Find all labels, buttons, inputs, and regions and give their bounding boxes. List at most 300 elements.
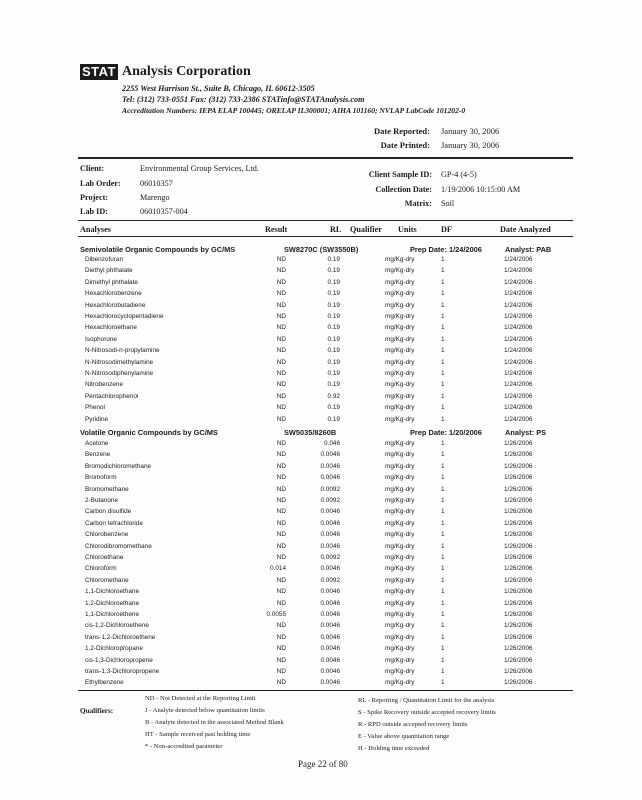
analyte-name: Pyridine	[85, 415, 109, 423]
rl-value: 0.19	[327, 358, 340, 366]
units-value: mg/Kg-dry	[385, 576, 415, 584]
result-value: ND	[276, 370, 286, 377]
table-row	[0, 657, 642, 668]
collection-date-label: Collection Date:	[375, 185, 432, 194]
table-row	[0, 313, 642, 324]
col-analyses: Analyses	[80, 225, 111, 234]
table-row	[0, 324, 642, 335]
rl-value: 0.19	[327, 256, 340, 263]
client-label: Client:	[80, 164, 105, 173]
qualifier-right-3: E - Value above quantitation range	[358, 733, 450, 740]
client-rule	[78, 220, 573, 221]
units-value: mg/Kg-dry	[385, 588, 415, 596]
date-analyzed-value: 1/24/2006	[504, 324, 533, 332]
col-date-analyzed: Date Analyzed	[500, 225, 551, 234]
result-value: ND	[276, 440, 286, 447]
matrix-label: Matrix:	[404, 199, 432, 208]
units-value: mg/Kg-dry	[385, 278, 415, 286]
rl-value: 0.0092	[320, 576, 340, 584]
result-value: 0.0055	[266, 611, 286, 618]
rl-value: 0.19	[327, 404, 340, 412]
qualifier-right-0: RL - Reporting / Quantitation Limit for the analysis	[358, 697, 495, 704]
col-units: Units	[398, 225, 417, 234]
result-value: ND	[276, 415, 286, 423]
company-logo: STAT	[81, 64, 116, 79]
table-row	[0, 577, 642, 588]
date-analyzed-value: 1/26/2006	[504, 576, 533, 584]
date-analyzed-value: 1/24/2006	[504, 392, 533, 400]
col-df: DF	[441, 225, 452, 234]
df-value: 1	[441, 392, 445, 400]
table-row	[0, 416, 642, 427]
analyte-name: N-Nitrosodimethylamine	[85, 358, 154, 366]
date-analyzed-value: 1/26/2006	[504, 519, 533, 527]
rl-value: 0.0046	[320, 679, 340, 687]
date-analyzed-value: 1/26/2006	[504, 554, 533, 561]
table-row	[0, 565, 642, 576]
units-value: mg/Kg-dry	[385, 508, 415, 516]
units-value: mg/Kg-dry	[385, 404, 415, 412]
table-row	[0, 600, 642, 611]
result-value: ND	[276, 301, 286, 309]
table-row	[0, 267, 642, 278]
table-row	[0, 336, 642, 347]
units-value: mg/Kg-dry	[385, 451, 415, 459]
date-analyzed-value: 1/24/2006	[504, 267, 533, 275]
table-row	[0, 474, 642, 485]
date-analyzed-value: 1/24/2006	[504, 290, 533, 298]
analyte-name: Bromoform	[85, 474, 117, 482]
date-analyzed-value: 1/24/2006	[504, 404, 533, 412]
date-analyzed-value: 1/24/2006	[504, 415, 533, 423]
analyte-name: Phenol	[85, 404, 105, 412]
table-row	[0, 679, 642, 690]
qualifier-left-3: HT - Sample received past holding time	[145, 731, 251, 738]
date-analyzed-value: 1/26/2006	[504, 508, 533, 516]
date-analyzed-value: 1/26/2006	[504, 633, 533, 641]
analyte-name: Diethyl phthalate	[85, 267, 133, 275]
rl-value: 0.0046	[320, 599, 340, 607]
date-analyzed-value: 1/24/2006	[504, 347, 533, 355]
qualifier-left-4: * - Non-accredited parameter	[145, 743, 223, 750]
result-value: ND	[276, 404, 286, 412]
table-row	[0, 543, 642, 554]
client-sample-id-value: GP-4 (4-5)	[441, 170, 477, 179]
df-value: 1	[441, 451, 445, 459]
qualifier-right-2: R - RPD outside accepted recovery limits	[358, 721, 468, 728]
rl-value: 0.0046	[320, 474, 340, 482]
result-value: ND	[276, 347, 286, 355]
df-value: 1	[441, 531, 445, 539]
rl-value: 0.0046	[320, 565, 340, 573]
result-value: ND	[276, 256, 286, 263]
analyte-name: Chloromethane	[85, 576, 129, 584]
df-value: 1	[441, 462, 445, 470]
df-value: 1	[441, 415, 445, 423]
col-result: Result	[265, 225, 288, 234]
table-row	[0, 463, 642, 474]
rl-value: 0.0046	[320, 668, 340, 675]
df-value: 1	[441, 256, 445, 263]
table-row	[0, 404, 642, 415]
result-value: ND	[276, 519, 286, 527]
table-row	[0, 520, 642, 531]
df-value: 1	[441, 474, 445, 482]
df-value: 1	[441, 497, 445, 504]
rl-value: 0.19	[327, 370, 340, 377]
df-value: 1	[441, 267, 445, 275]
analyte-name: Hexachloroethane	[85, 324, 137, 332]
units-value: mg/Kg-dry	[385, 370, 415, 377]
table-row	[0, 554, 642, 565]
analyte-name: cis-1,3-Dichloropropene	[85, 656, 153, 664]
table-row	[0, 645, 642, 656]
company-contact: Tel: (312) 733-0551 Fax: (312) 733-2386 STATinfo@STATAnalysis.com	[122, 95, 365, 104]
table-row	[0, 508, 642, 519]
analyte-name: cis-1,2-Dichloroethene	[85, 622, 149, 630]
units-value: mg/Kg-dry	[385, 668, 415, 675]
date-analyzed-value: 1/24/2006	[504, 301, 533, 309]
date-analyzed-value: 1/26/2006	[504, 542, 533, 550]
result-value: ND	[276, 278, 286, 286]
date-analyzed-value: 1/24/2006	[504, 313, 533, 320]
section-title-volatile: Volatile Organic Compounds by GC/MS	[80, 428, 218, 437]
lab-id-value: 06010357-004	[140, 207, 188, 216]
df-value: 1	[441, 381, 445, 389]
units-value: mg/Kg-dry	[385, 611, 415, 618]
result-value: ND	[276, 656, 286, 664]
df-value: 1	[441, 576, 445, 584]
lab-order-label: Lab Order:	[80, 179, 121, 188]
client-value: Environmental Group Services, Ltd.	[140, 164, 259, 173]
analyte-name: trans-1,2-Dichloroethene	[85, 633, 156, 641]
accreditation-numbers: Accreditation Numbers: IEPA ELAP 100445; ORELAP IL300001; AIHA 101160; NVLAP LabCode 101202-0	[122, 106, 466, 115]
rl-value: 0.046	[324, 440, 340, 447]
date-analyzed-value: 1/26/2006	[504, 451, 533, 459]
result-value: ND	[276, 554, 286, 561]
table-row	[0, 451, 642, 462]
table-row	[0, 290, 642, 301]
date-analyzed-value: 1/26/2006	[504, 611, 533, 618]
units-value: mg/Kg-dry	[385, 485, 415, 493]
date-analyzed-value: 1/26/2006	[504, 668, 533, 675]
rl-value: 0.92	[327, 392, 340, 400]
result-value: ND	[276, 497, 286, 504]
result-value: 0.014	[270, 565, 286, 573]
units-value: mg/Kg-dry	[385, 519, 415, 527]
table-row	[0, 634, 642, 645]
rl-value: 0.19	[327, 313, 340, 320]
analyte-name: N-Nitrosodi-n-propylamine	[85, 347, 160, 355]
analyte-name: Hexachlorocyclopentadiene	[85, 313, 164, 320]
result-value: ND	[276, 645, 286, 653]
analyte-name: Pentachlorophenol	[85, 392, 139, 400]
analyte-name: Isophorone	[85, 335, 117, 343]
date-analyzed-value: 1/26/2006	[504, 679, 533, 687]
date-analyzed-value: 1/24/2006	[504, 278, 533, 286]
result-value: ND	[276, 462, 286, 470]
footer-rule	[78, 690, 573, 691]
units-value: mg/Kg-dry	[385, 554, 415, 561]
analyte-name: Dibenzofuran	[85, 256, 124, 263]
rl-value: 0.19	[327, 267, 340, 275]
df-value: 1	[441, 347, 445, 355]
table-row	[0, 359, 642, 370]
analyte-name: Hexachlorobenzene	[85, 290, 142, 298]
units-value: mg/Kg-dry	[385, 347, 415, 355]
date-printed-value: January 30, 2006	[441, 140, 500, 150]
analyte-name: N-Nitrosodiphenylamine	[85, 370, 154, 377]
date-analyzed-value: 1/26/2006	[504, 462, 533, 470]
section-prep-semivolatile: Prep Date: 1/24/2006	[410, 245, 482, 254]
result-value: ND	[276, 381, 286, 389]
result-value: ND	[276, 451, 286, 459]
analyte-name: Dimethyl phthalate	[85, 278, 138, 286]
analyte-name: 1,1-Dichloroethene	[85, 611, 139, 618]
columns-rule	[78, 236, 573, 237]
qualifiers-label: Qualifiers:	[80, 707, 114, 715]
date-analyzed-value: 1/24/2006	[504, 335, 533, 343]
rl-value: 0.0046	[320, 645, 340, 653]
units-value: mg/Kg-dry	[385, 462, 415, 470]
analyte-name: Carbon tetrachloride	[85, 519, 143, 527]
date-analyzed-value: 1/26/2006	[504, 531, 533, 539]
result-value: ND	[276, 474, 286, 482]
header-rule	[78, 157, 573, 159]
result-value: ND	[276, 588, 286, 596]
units-value: mg/Kg-dry	[385, 565, 415, 573]
df-value: 1	[441, 335, 445, 343]
rl-value: 0.0046	[320, 519, 340, 527]
units-value: mg/Kg-dry	[385, 290, 415, 298]
section-prep-volatile: Prep Date: 1/20/2006	[410, 428, 482, 437]
analyte-name: Hexachlorobutadiene	[85, 301, 146, 309]
date-reported-value: January 30, 2006	[441, 126, 500, 136]
analyte-name: 1,1-Dichloroethane	[85, 588, 139, 596]
rl-value: 0.19	[327, 324, 340, 332]
rl-value: 0.19	[327, 301, 340, 309]
date-analyzed-value: 1/24/2006	[504, 370, 533, 377]
date-analyzed-value: 1/26/2006	[504, 656, 533, 664]
units-value: mg/Kg-dry	[385, 440, 415, 447]
analyte-name: Bromodichloromethane	[85, 462, 152, 470]
qualifier-left-1: J - Analyte detected below quantitation limits	[145, 707, 265, 714]
section-method-volatile: SW5035/8260B	[284, 428, 337, 437]
result-value: ND	[276, 358, 286, 366]
rl-value: 0.0046	[320, 656, 340, 664]
rl-value: 0.19	[327, 415, 340, 423]
df-value: 1	[441, 440, 445, 447]
date-analyzed-value: 1/24/2006	[504, 358, 533, 366]
units-value: mg/Kg-dry	[385, 622, 415, 630]
df-value: 1	[441, 290, 445, 298]
rl-value: 0.0046	[320, 508, 340, 516]
result-value: ND	[276, 335, 286, 343]
units-value: mg/Kg-dry	[385, 267, 415, 275]
rl-value: 0.19	[327, 347, 340, 355]
units-value: mg/Kg-dry	[385, 335, 415, 343]
result-value: ND	[276, 313, 286, 320]
date-analyzed-value: 1/24/2006	[504, 381, 533, 389]
df-value: 1	[441, 301, 445, 309]
date-printed-label: Date Printed:	[380, 140, 430, 150]
result-value: ND	[276, 679, 286, 687]
df-value: 1	[441, 645, 445, 653]
rl-value: 0.0092	[320, 497, 340, 504]
df-value: 1	[441, 679, 445, 687]
table-row	[0, 347, 642, 358]
rl-value: 0.0046	[320, 622, 340, 630]
result-value: ND	[276, 267, 286, 275]
df-value: 1	[441, 313, 445, 320]
result-value: ND	[276, 531, 286, 539]
df-value: 1	[441, 508, 445, 516]
units-value: mg/Kg-dry	[385, 599, 415, 607]
analyte-name: Ethylbenzene	[85, 679, 124, 687]
qualifier-right-4: H - Holding time exceeded	[358, 745, 430, 752]
lab-id-label: Lab ID:	[80, 207, 108, 216]
df-value: 1	[441, 519, 445, 527]
page-number: Page 22 of 80	[298, 759, 348, 769]
df-value: 1	[441, 633, 445, 641]
df-value: 1	[441, 404, 445, 412]
analyte-name: Chlorodibromomethane	[85, 542, 152, 550]
df-value: 1	[441, 588, 445, 596]
analyte-name: 1,2-Dichloropropane	[85, 645, 143, 653]
units-value: mg/Kg-dry	[385, 497, 415, 504]
df-value: 1	[441, 656, 445, 664]
collection-date-value: 1/19/2006 10:15:00 AM	[441, 185, 521, 194]
units-value: mg/Kg-dry	[385, 679, 415, 687]
company-name: Analysis Corporation	[122, 64, 251, 79]
date-analyzed-value: 1/26/2006	[504, 485, 533, 493]
result-value: ND	[276, 324, 286, 332]
units-value: mg/Kg-dry	[385, 542, 415, 550]
units-value: mg/Kg-dry	[385, 313, 415, 320]
units-value: mg/Kg-dry	[385, 656, 415, 664]
rl-value: 0.0046	[320, 462, 340, 470]
df-value: 1	[441, 370, 445, 377]
table-row	[0, 279, 642, 290]
section-title-semivolatile: Semivolatile Organic Compounds by GC/MS	[80, 245, 236, 254]
rl-value: 0.0092	[320, 485, 340, 493]
df-value: 1	[441, 599, 445, 607]
analyte-name: Chloroethane	[85, 554, 124, 561]
table-row	[0, 611, 642, 622]
result-value: ND	[276, 633, 286, 641]
df-value: 1	[441, 542, 445, 550]
date-reported-label: Date Reported:	[374, 126, 430, 136]
result-value: ND	[276, 542, 286, 550]
rl-value: 0.19	[327, 278, 340, 286]
qualifier-right-1: S - Spike Recovery outside accepted recovery limits	[358, 709, 496, 716]
result-value: ND	[276, 392, 286, 400]
df-value: 1	[441, 324, 445, 332]
table-row	[0, 622, 642, 633]
table-row	[0, 486, 642, 497]
qualifier-left-0: ND - Not Detected at the Reporting Limit	[145, 695, 256, 702]
qualifier-left-2: B - Analyte detected in the associated Method Blank	[145, 719, 284, 726]
date-analyzed-value: 1/26/2006	[504, 588, 533, 596]
date-analyzed-value: 1/26/2006	[504, 474, 533, 482]
analyte-name: Nitrobenzene	[85, 381, 124, 389]
table-row	[0, 256, 642, 267]
section-analyst-semivolatile: Analyst: PAB	[505, 245, 552, 254]
rl-value: 0.0046	[320, 611, 340, 618]
table-row	[0, 531, 642, 542]
result-value: ND	[276, 485, 286, 493]
client-sample-id-label: Client Sample ID:	[368, 170, 432, 179]
result-value: ND	[276, 576, 286, 584]
rl-value: 0.19	[327, 290, 340, 298]
result-value: ND	[276, 599, 286, 607]
result-value: ND	[276, 290, 286, 298]
rl-value: 0.0046	[320, 531, 340, 539]
rl-value: 0.19	[327, 381, 340, 389]
rl-value: 0.0092	[320, 554, 340, 561]
table-row	[0, 302, 642, 313]
section-analyst-volatile: Analyst: PS	[505, 428, 547, 437]
project-value: Marengo	[140, 193, 170, 202]
analyte-name: 2-Butanone	[85, 497, 119, 504]
units-value: mg/Kg-dry	[385, 633, 415, 641]
analyte-name: Bromomethane	[85, 485, 129, 493]
analyte-name: Carbon disulfide	[85, 508, 132, 516]
rl-value: 0.19	[327, 335, 340, 343]
matrix-value: Soil	[441, 199, 455, 208]
units-value: mg/Kg-dry	[385, 301, 415, 309]
date-analyzed-value: 1/26/2006	[504, 645, 533, 653]
date-analyzed-value: 1/26/2006	[504, 599, 533, 607]
result-value: ND	[276, 668, 286, 675]
analyte-name: 1,2-Dichloroethane	[85, 599, 139, 607]
date-analyzed-value: 1/26/2006	[504, 497, 533, 504]
table-row	[0, 668, 642, 679]
table-row	[0, 393, 642, 404]
date-analyzed-value: 1/26/2006	[504, 622, 533, 630]
result-value: ND	[276, 508, 286, 516]
analyte-name: Chlorobenzene	[85, 531, 129, 539]
result-value: ND	[276, 622, 286, 630]
project-label: Project:	[80, 193, 109, 202]
units-value: mg/Kg-dry	[385, 324, 415, 332]
rl-value: 0.0046	[320, 633, 340, 641]
date-analyzed-value: 1/26/2006	[504, 565, 533, 573]
df-value: 1	[441, 485, 445, 493]
table-row	[0, 370, 642, 381]
df-value: 1	[441, 611, 445, 618]
df-value: 1	[441, 668, 445, 675]
rl-value: 0.0046	[320, 588, 340, 596]
df-value: 1	[441, 278, 445, 286]
units-value: mg/Kg-dry	[385, 645, 415, 653]
units-value: mg/Kg-dry	[385, 381, 415, 389]
df-value: 1	[441, 358, 445, 366]
units-value: mg/Kg-dry	[385, 256, 415, 263]
section-method-semivolatile: SW8270C (SW3550B)	[284, 245, 359, 254]
date-analyzed-value: 1/26/2006	[504, 440, 533, 447]
table-row	[0, 440, 642, 451]
table-row	[0, 497, 642, 508]
df-value: 1	[441, 554, 445, 561]
analyte-name: trans-1,3-Dichloropropene	[85, 668, 160, 675]
analyte-name: Benzene	[85, 451, 111, 459]
rl-value: 0.0046	[320, 542, 340, 550]
company-address: 2255 West Harrison St., Suite B, Chicago, IL 60612-3505	[122, 84, 315, 93]
units-value: mg/Kg-dry	[385, 474, 415, 482]
analyte-name: Acetone	[85, 440, 109, 447]
analyte-name: Chloroform	[85, 565, 117, 573]
